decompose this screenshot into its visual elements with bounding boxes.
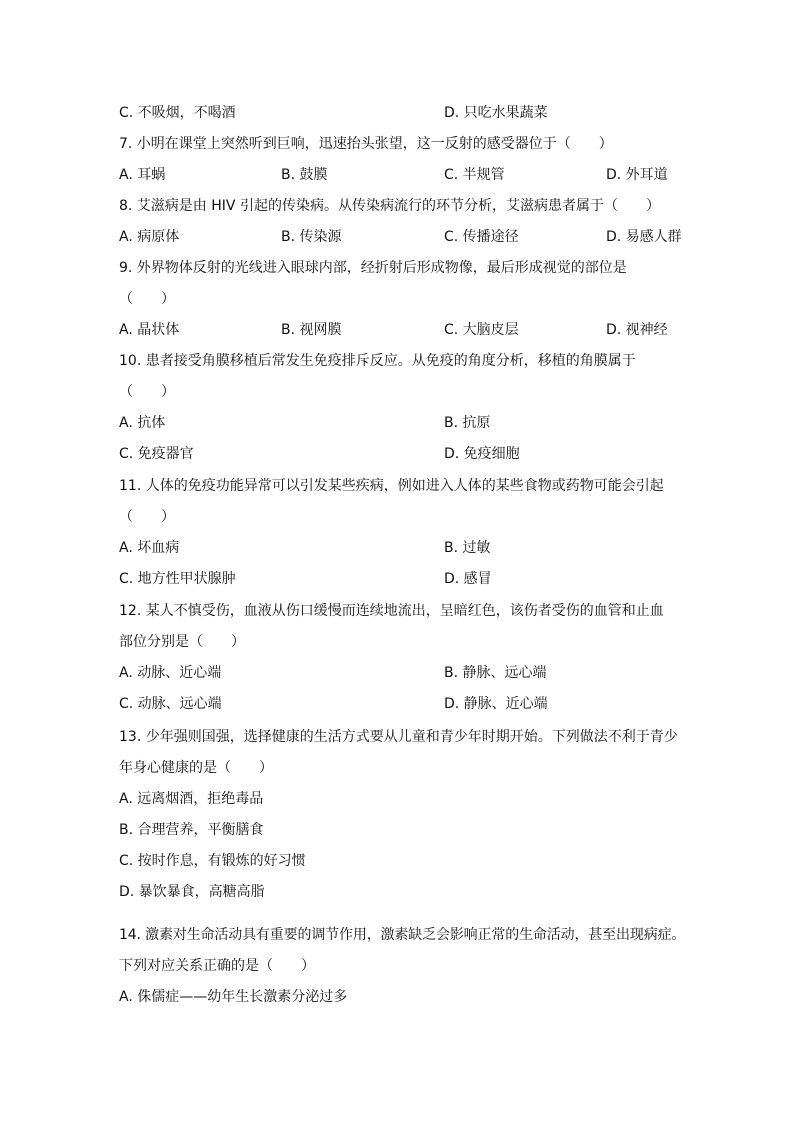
q13-option-d: D. 暴饮暴食，高糖高脂 xyxy=(119,884,265,900)
q6-option-d: D. 只吃水果蔬菜 xyxy=(444,105,548,121)
q12-stem-line2: 部位分别是（ ） xyxy=(119,634,245,650)
q11-option-d: D. 感冒 xyxy=(444,571,492,587)
q10-stem: 10. 患者接受角膜移植后常发生免疫排斥反应。从免疫的角度分析，移植的角膜属于 xyxy=(119,353,636,369)
q10-option-b: B. 抗原 xyxy=(444,415,491,431)
q13-option-b: B. 合理营养，平衡膳食 xyxy=(119,822,264,838)
q12-option-a: A. 动脉、近心端 xyxy=(119,665,222,681)
q12-option-c: C. 动脉、远心端 xyxy=(119,696,222,712)
q8-option-b: B. 传染源 xyxy=(281,229,342,245)
q11-option-b: B. 过敏 xyxy=(444,540,491,556)
q10-answer-paren: （ ） xyxy=(119,384,175,400)
q7-option-a: A. 耳蜗 xyxy=(119,167,166,183)
q14-option-a: A. 侏儒症——幼年生长激素分泌过多 xyxy=(119,989,348,1005)
q9-option-a: A. 晶状体 xyxy=(119,322,180,338)
q8-option-d: D. 易感人群 xyxy=(606,229,682,245)
q7-option-c: C. 半规管 xyxy=(444,167,505,183)
q13-option-c: C. 按时作息，有锻炼的好习惯 xyxy=(119,853,306,869)
q9-option-c: C. 大脑皮层 xyxy=(444,322,519,338)
q13-option-a: A. 远离烟酒，拒绝毒品 xyxy=(119,791,264,807)
q11-option-c: C. 地方性甲状腺肿 xyxy=(119,571,236,587)
q12-option-d: D. 静脉、近心端 xyxy=(444,696,548,712)
q13-stem-line2: 年身心健康的是（ ） xyxy=(119,760,273,776)
q8-option-a: A. 病原体 xyxy=(119,229,180,245)
q11-answer-paren: （ ） xyxy=(119,509,175,525)
q8-option-c: C. 传播途径 xyxy=(444,229,519,245)
q8-stem: 8. 艾滋病是由 HIV 引起的传染病。从传染病流行的环节分析，艾滋病患者属于（ ） xyxy=(119,198,660,214)
q7-option-b: B. 鼓膜 xyxy=(281,167,328,183)
q14-stem-line2: 下列对应关系正确的是（ ） xyxy=(119,958,315,974)
q7-stem: 7. 小明在课堂上突然听到巨响，迅速抬头张望，这一反射的感受器位于（ ） xyxy=(119,136,613,152)
q13-stem-line1: 13. 少年强则国强，选择健康的生活方式要从儿童和青少年时期开始。下列做法不利于青少 xyxy=(119,729,678,745)
q9-option-d: D. 视神经 xyxy=(606,322,668,338)
q11-stem: 11. 人体的免疫功能异常可以引发某些疾病，例如进入人体的某些食物或药物可能会引起 xyxy=(119,478,664,494)
q12-stem-line1: 12. 某人不慎受伤，血液从伤口缓慢而连续地流出，呈暗红色，该伤者受伤的血管和止血 xyxy=(119,603,664,619)
q11-option-a: A. 坏血病 xyxy=(119,540,180,556)
q6-option-c: C. 不吸烟，不喝酒 xyxy=(119,105,236,121)
q12-option-b: B. 静脉、远心端 xyxy=(444,665,547,681)
q10-option-c: C. 免疫器官 xyxy=(119,446,194,462)
q9-stem: 9. 外界物体反射的光线进入眼球内部，经折射后形成物像，最后形成视觉的部位是 xyxy=(119,260,627,276)
q9-option-b: B. 视网膜 xyxy=(281,322,342,338)
q10-option-a: A. 抗体 xyxy=(119,415,166,431)
q10-option-d: D. 免疫细胞 xyxy=(444,446,520,462)
q9-answer-paren: （ ） xyxy=(119,291,175,307)
q14-stem-line1: 14. 激素对生命活动具有重要的调节作用，激素缺乏会影响正常的生命活动，甚至出现病症。 xyxy=(119,927,686,943)
q7-option-d: D. 外耳道 xyxy=(606,167,668,183)
